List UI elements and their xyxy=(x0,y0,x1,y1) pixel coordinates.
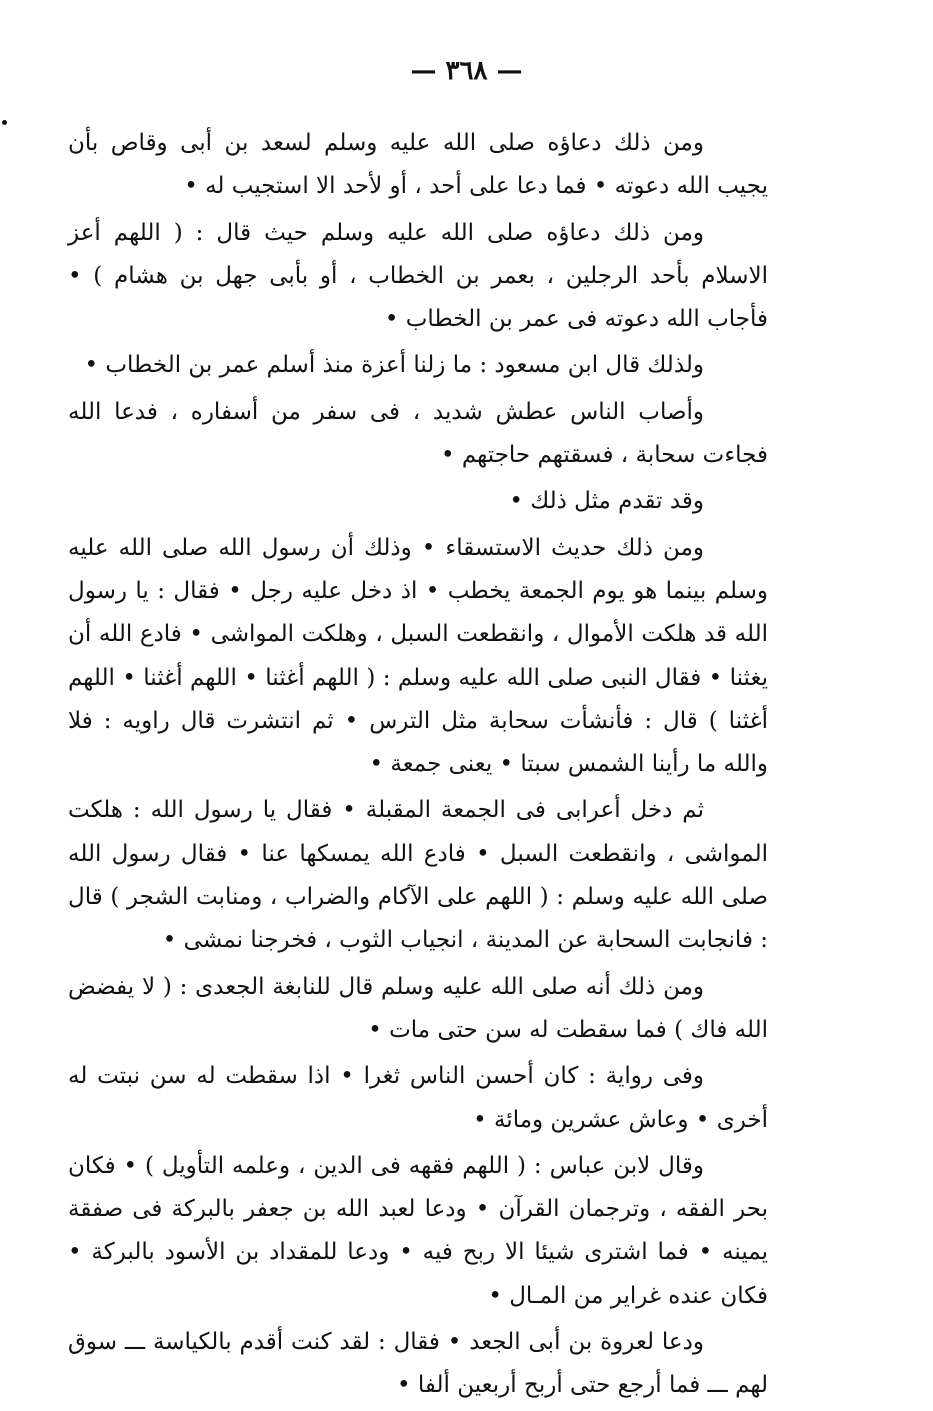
paragraph: وفى رواية : كان أحسن الناس ثغرا • اذا سقطت له سن نبتت له أخرى • وعاش عشرين ومائة • xyxy=(68,1063,768,1133)
body-text xyxy=(68,122,768,1411)
paragraph: ومن ذلك دعاؤه صلى الله عليه وسلم حيث قال : ( اللهم أعز الاسلام بأحد الرجلين ، بعمر بن الخطاب ، أو بأبى جهل بن هشام ) • فأجاب الله دعوته فى عمر بن الخطاب • xyxy=(68,219,768,333)
paragraph: وقال لابن عباس : ( اللهم فقهه فى الدين ، وعلمه التأويل ) • فكان بحر الفقه ، وترجمان القرآن • ودعا لعبد الله بن جعفر بالبركة فى صفقة يمينه • فما اشترى شيئا الا ربح فيه • ودعا للمقداد بن الأسود بالبركة • فكان عنده غراير من المـال • xyxy=(68,1152,768,1309)
paragraph: ثم دخل أعرابى فى الجمعة المقبلة • فقال يا رسول الله : هلكت المواشى ، وانقطعت السبل • فادع الله يمسكها عنا • فقال رسول الله صلى الله عليه وسلم : ( اللهم على الآكام والضراب ، ومنابت الشجر ) قال : فانجابت السحابة عن المدينة ، انجياب الثوب ، فخرجنا نمشى • xyxy=(68,797,768,954)
page-number: — ٣٦٨ — xyxy=(410,56,523,86)
margin-mark xyxy=(2,120,7,125)
paragraph: ولذلك قال ابن مسعود : ما زلنا أعزة منذ أسلم عمر بن الخطاب • xyxy=(84,352,704,379)
paragraph: ومن ذلك حديث الاستسقاء • وذلك أن رسول الله صلى الله عليه وسلم بينما هو يوم الجمعة يخطب • اذ دخل عليه رجل • فقال : يا رسول الله قد هلكت الأموال ، وانقطعت السبل ، وهلكت المواشى • فادع الله أن يغثنا • فقال النبى صلى الله عليه وسلم : ( اللهم أغثنا • اللهم أغثنا • اللهم أغثنا ) قال : فأنشأت سحابة مثل الترس • ثم انتشرت قال راويه : فلا والله ما رأينا الشمس سبتا • يعنى جمعة • xyxy=(68,534,768,778)
paragraph: ودعا لعروة بن أبى الجعد • فقال : لقد كنت أقدم بالكياسة ـــ سوق لهم ـــ فما أرجع حتى أربح أربعين ألفا • xyxy=(68,1329,768,1399)
paragraph: ومن ذلك أنه صلى الله عليه وسلم قال للنابغة الجعدى : ( لا يفضض الله فاك ) فما سقطت له سن حتى مات • xyxy=(68,973,768,1043)
paragraph: ومن ذلك دعاؤه صلى الله عليه وسلم لسعد بن أبى وقاص بأن يجيب الله دعوته • فما دعا على أحد ، أو لأحد الا استجيب له • xyxy=(68,130,768,200)
paragraph: وقد تقدم مثل ذلك • xyxy=(509,488,704,515)
paragraph: وأصاب الناس عطش شديد ، فى سفر من أسفاره ، فدعا الله فجاءت سحابة ، فسقتهم حاجتهم • xyxy=(68,398,768,469)
